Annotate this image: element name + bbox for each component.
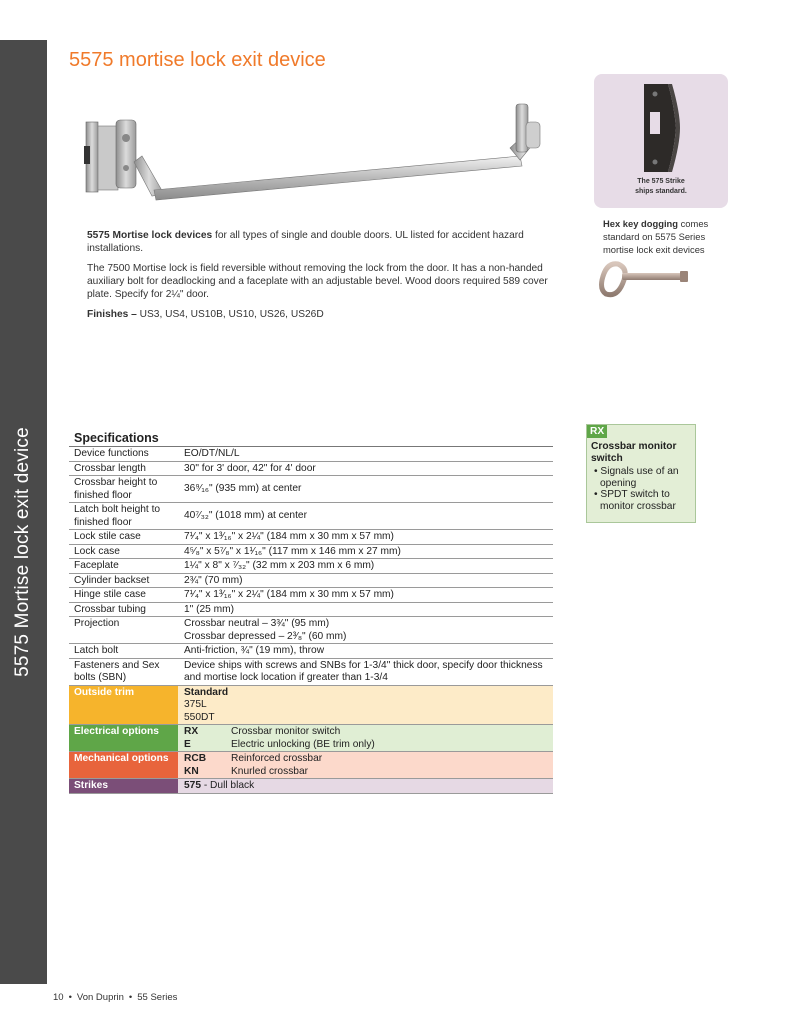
spec-value: 40⁷⁄₃₂" (1018 mm) at center <box>184 510 307 522</box>
rx-tag: RX <box>587 425 607 438</box>
option-label: Mechanical options <box>69 752 178 778</box>
spec-value: 36⁹⁄₁₆" (935 mm) at center <box>184 483 302 495</box>
spec-label: Lock case <box>74 545 120 557</box>
trim-item: 550DT <box>184 711 215 723</box>
specifications-table <box>69 428 553 794</box>
spec-row <box>69 503 553 530</box>
spec-value: EO/DT/NL/L <box>184 448 240 459</box>
page-number: 10 <box>53 992 64 1003</box>
option-row-mechanical <box>69 752 553 779</box>
spec-value: Device ships with screws and SNBs for 1-3/4" thick door, specify door thickness and mortise lock location if greater than 1-3/4 <box>184 659 543 683</box>
intro-text <box>87 229 557 328</box>
projection-line-2: Crossbar depressed – 2³⁄₈" (60 mm) <box>184 630 347 642</box>
rx-callout <box>586 424 696 523</box>
option-value <box>178 725 553 751</box>
spec-label: Faceplate <box>74 560 119 571</box>
spec-row-projection <box>69 617 553 644</box>
page-title: 5575 mortise lock exit device <box>69 49 326 71</box>
option-value <box>178 686 553 725</box>
spec-label: Crossbar length <box>74 462 146 474</box>
specs-title: Specifications <box>69 428 553 447</box>
option-code: KN <box>184 765 199 777</box>
rx-bullet: • Signals use of an opening <box>591 466 691 489</box>
option-row-electrical <box>69 725 553 752</box>
spec-value: 1" (25 mm) <box>184 603 235 615</box>
finishes <box>87 308 557 321</box>
option-code: RX <box>184 726 199 737</box>
strike-desc: - Dull black <box>201 780 255 791</box>
intro-paragraph-1 <box>87 229 557 255</box>
strike-plate-image <box>638 84 682 172</box>
spec-value: 7¹⁄₄" x 1³⁄₁₆" x 2¼" (184 mm x 30 mm x 57 mm) <box>184 531 394 542</box>
option-value <box>178 779 553 793</box>
option-label: Electrical options <box>69 725 178 751</box>
strike-caption <box>594 177 728 197</box>
spec-label: Projection <box>74 618 120 629</box>
option-label: Strikes <box>69 779 178 793</box>
trim-heading: Standard <box>184 686 229 698</box>
spec-value: 2¾" (70 mm) <box>184 574 243 586</box>
exit-device-photo <box>80 98 550 210</box>
spec-row <box>69 530 553 545</box>
page-footer <box>53 992 177 1003</box>
spec-value: 1¼" x 8" x ⁷⁄₃₂" (32 mm x 203 mm x 6 mm) <box>184 560 375 571</box>
spec-row-latch-bolt <box>69 644 553 659</box>
hex-key-heading: Hex key dogging <box>603 218 679 229</box>
spec-value: 7¹⁄₄" x 1³⁄₁₆" x 2¼" (184 mm x 30 mm x 57 mm) <box>184 589 394 600</box>
spec-value: 4⁵⁄₈" x 5⁷⁄₈" x 1¹⁄₁₆" (117 mm x 146 mm x 27 mm) <box>184 545 401 557</box>
option-code: E <box>184 738 191 750</box>
spec-row <box>69 574 553 589</box>
spec-row <box>69 447 553 462</box>
projection-line-1: Crossbar neutral – 3¾" (95 mm) <box>184 618 330 629</box>
footer-series: 55 Series <box>137 992 178 1003</box>
rx-title: Crossbar monitor switch <box>591 441 677 464</box>
side-tab <box>0 40 47 984</box>
option-label: Outside trim <box>69 686 178 725</box>
rx-bullet: • SPDT switch to monitor crossbar <box>591 489 691 512</box>
option-desc: Reinforced crossbar <box>231 753 323 764</box>
spec-value: Anti-friction, ¾" (19 mm), throw <box>184 645 325 656</box>
side-tab-label: 5575 Mortise lock exit device <box>12 427 33 677</box>
option-row-strikes <box>69 779 553 794</box>
spec-label: Crossbar tubing <box>74 603 146 615</box>
option-desc: Crossbar monitor switch <box>231 726 341 737</box>
hex-key-text: comes standard on 5575 Series mortise lock exit devices <box>603 218 709 255</box>
rx-bullets <box>587 466 695 512</box>
footer-separator: • <box>68 992 72 1003</box>
spec-row <box>69 462 553 477</box>
strike-code: 575 <box>184 780 201 791</box>
spec-row <box>69 603 553 618</box>
option-row-outside-trim <box>69 686 553 726</box>
spec-label: Lock stile case <box>74 531 141 542</box>
spec-row-fasteners <box>69 659 553 686</box>
finishes-text: US3, US4, US10B, US10, US26, US26D <box>136 309 324 320</box>
strike-card <box>594 74 728 208</box>
option-code: RCB <box>184 753 207 764</box>
spec-label: Latch bolt <box>74 645 119 656</box>
spec-row <box>69 559 553 574</box>
spec-label: Hinge stile case <box>74 589 146 600</box>
footer-separator: • <box>128 992 133 1003</box>
spec-row <box>69 588 553 603</box>
spec-value: 30" for 3' door, 42" for 4' door <box>184 462 316 474</box>
intro-paragraph-2: The 7500 Mortise lock is field reversible without removing the lock from the door. It has a non-handed auxiliary bolt for deadlocking and a faceplate with an adjustable bevel. Wood doors required 589 cover plate. Specify for 2¼" door. <box>87 263 548 300</box>
intro-heading: 5575 Mortise lock devices <box>87 230 213 241</box>
spec-label: Fasteners and Sex bolts (SBN) <box>74 659 160 683</box>
hex-key-description <box>603 217 728 256</box>
option-desc: Electric unlocking (BE trim only) <box>231 738 375 750</box>
option-desc: Knurled crossbar <box>231 765 309 777</box>
finishes-label: Finishes – <box>87 309 137 320</box>
trim-item: 375L <box>184 699 207 710</box>
spec-value <box>178 617 553 643</box>
spec-label: Device functions <box>74 448 149 459</box>
spec-row <box>69 476 553 503</box>
strike-caption-line2: ships standard. <box>635 188 687 195</box>
option-value <box>178 752 553 778</box>
spec-label: Latch bolt height to finished floor <box>74 504 161 528</box>
spec-row <box>69 545 553 560</box>
strike-caption-line1: The 575 Strike <box>637 178 685 185</box>
spec-label: Crossbar height to finished floor <box>74 477 158 501</box>
spec-label: Cylinder backset <box>74 574 150 586</box>
hex-key-image <box>598 258 690 302</box>
intro-p1-text: for all types of single and double doors. UL listed for accident hazard installations. <box>87 230 524 254</box>
footer-brand: Von Duprin <box>76 992 124 1003</box>
